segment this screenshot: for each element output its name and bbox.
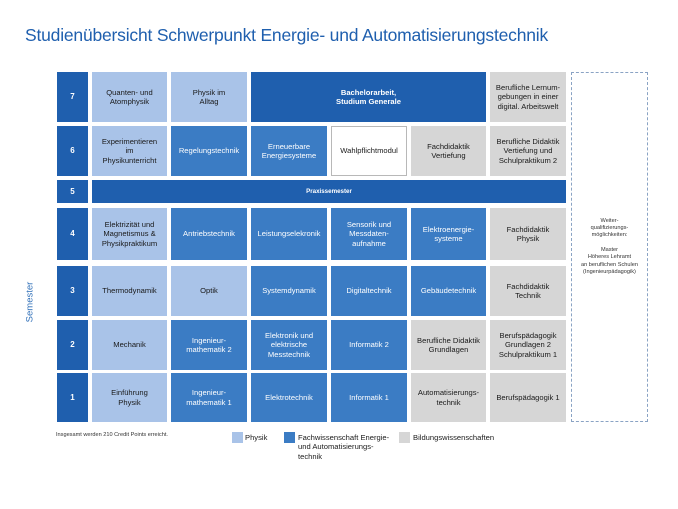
- semester-label-7: 7: [57, 72, 88, 122]
- course-antriebstechnik: Antriebstechnik: [171, 208, 247, 260]
- course-leistungselektronik: Leistungselekronik: [251, 208, 327, 260]
- course-optik: Optik: [171, 266, 247, 316]
- course-experimentieren: Experimentieren im Physikunterricht: [92, 126, 167, 176]
- course-informatik-1: Informatik 1: [331, 373, 407, 422]
- course-berufspaedagogik-grundlagen-2: Berufspädagogik Grundlagen 2 Schulpraktikum 1: [490, 320, 566, 370]
- y-axis-label: Semester: [24, 281, 36, 323]
- legend-label-bildungswissenschaften: Bildungswissenschaften: [413, 433, 495, 442]
- course-ingenieurmathematik-2: Ingenieur- mathematik 2: [171, 320, 247, 370]
- course-fachdidaktik-physik: Fachdidaktik Physik: [490, 208, 566, 260]
- course-mechanik: Mechanik: [92, 320, 167, 370]
- semester-label-2: 2: [57, 320, 88, 370]
- credit-points-footnote: Insgesamt werden 210 Credit Points erreicht.: [56, 432, 168, 438]
- semester-label-6: 6: [57, 126, 88, 176]
- course-regelungstechnik: Regelungstechnik: [171, 126, 247, 176]
- course-berufspaedagogik-1: Berufspädagogik 1: [490, 373, 566, 422]
- semester-label-1: 1: [57, 373, 88, 422]
- semester-label-4: 4: [57, 208, 88, 260]
- course-quanten-atomphysik: Quanten- und Atomphysik: [92, 72, 167, 122]
- course-fachdidaktik-vertiefung: Fachdidaktik Vertiefung: [411, 126, 486, 176]
- course-berufliche-lernumgebungen: Berufliche Lernum- gebungen in einer digital. Arbeitswelt: [490, 72, 566, 122]
- page-title: Studienübersicht Schwerpunkt Energie- und Automatisierungstechnik: [25, 25, 549, 45]
- course-ingenieurmathematik-1: Ingenieur- mathematik 1: [171, 373, 247, 422]
- course-elektrizitaet-magnetismus: Elektrizität und Magnetismus & Physikpraktikum: [92, 208, 167, 260]
- legend-label-physik: Physik: [245, 433, 268, 442]
- course-digitaltechnik: Digitaltechnik: [331, 266, 407, 316]
- course-gebaeudetechnik: Gebäudetechnik: [411, 266, 486, 316]
- course-physik-im-alltag: Physik im Alltag: [171, 72, 247, 122]
- legend-swatch-bildungswissenschaften: [399, 432, 410, 443]
- course-elektroenergiesysteme: Elektroenergie- systeme: [411, 208, 486, 260]
- course-berufliche-didaktik-grundlagen: Berufliche Didaktik Grundlagen: [411, 320, 486, 370]
- legend-label-fachwissenschaft: Fachwissenschaft Energie- und Automatisierungs- technik: [298, 433, 390, 461]
- course-berufliche-didaktik-vertiefung: Berufliche Didaktik Vertiefung und Schulpraktikum 2: [490, 126, 566, 176]
- semester-label-3: 3: [57, 266, 88, 316]
- course-thermodynamik: Thermodynamik: [92, 266, 167, 316]
- course-einfuehrung-physik: Einführung Physik: [92, 373, 167, 422]
- course-wahlpflichtmodul: Wahlpflichtmodul: [331, 126, 407, 176]
- course-erneuerbare-energiesysteme: Erneuerbare Energiesysteme: [251, 126, 327, 176]
- course-elektronik-messtechnik: Elektronik und elektrische Messtechnik: [251, 320, 327, 370]
- course-bachelorarbeit: Bachelorarbeit, Studium Generale: [251, 72, 486, 122]
- course-sensorik-messdatenaufnahme: Sensorik und Messdaten- aufnahme: [331, 208, 407, 260]
- course-elektrotechnik: Elektrotechnik: [251, 373, 327, 422]
- course-fachdidaktik-technik: Fachdidaktik Technik: [490, 266, 566, 316]
- course-praxissemester: Praxissemester: [92, 180, 566, 203]
- course-systemdynamik: Systemdynamik: [251, 266, 327, 316]
- course-automatisierungstechnik: Automatisierungs- technik: [411, 373, 486, 422]
- further-qualification-box: Weiter- qualifizierungs- möglichkeiten: Master Höheres Lehramt an beruflichen Schulen (Ingenieurpädagogik): [571, 72, 648, 422]
- course-informatik-2: Informatik 2: [331, 320, 407, 370]
- legend-swatch-fachwissenschaft: [284, 432, 295, 443]
- legend-swatch-physik: [232, 432, 243, 443]
- semester-label-5: 5: [57, 180, 88, 203]
